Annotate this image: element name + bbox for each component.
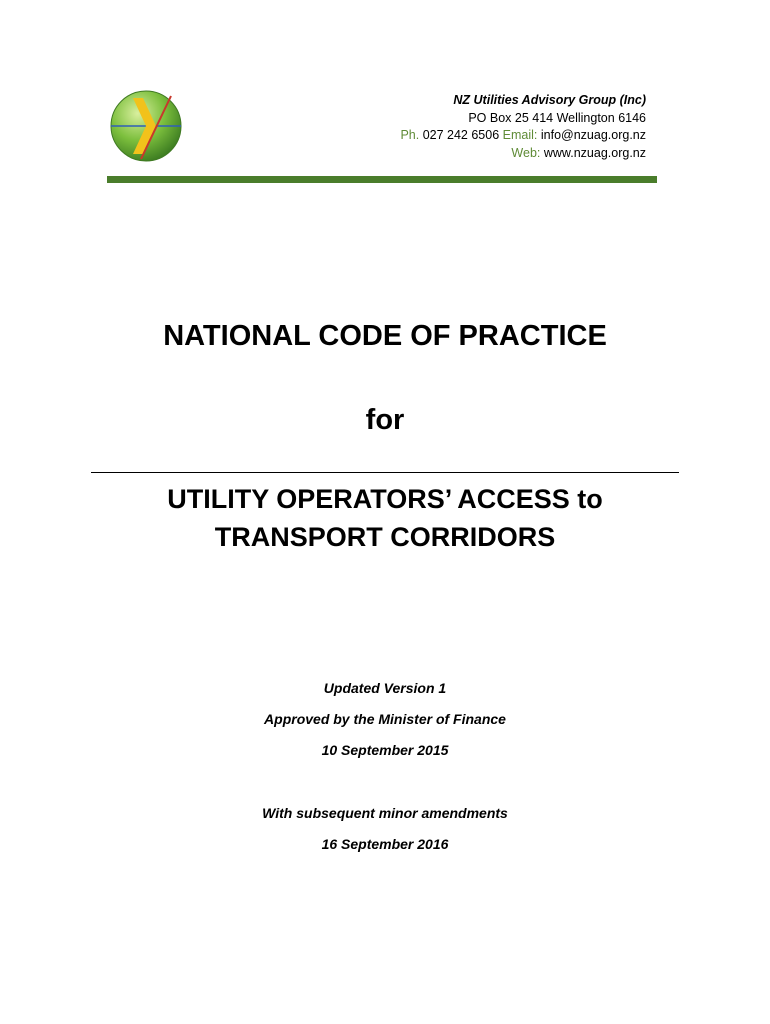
document-title: NATIONAL CODE OF PRACTICE [163,320,607,352]
subtitle-line-1: UTILITY OPERATORS’ ACCESS to [167,484,603,514]
header-divider [107,176,657,183]
org-contact-block [400,92,646,162]
nzuag-logo-icon [109,89,183,163]
title-for: for [365,404,405,436]
email-address: info@nzuag.org.nz [540,128,646,142]
approval-date: 10 September 2015 [321,742,449,758]
phone-number: 027 242 6506 [422,128,500,142]
web-address: www.nzuag.org.nz [543,145,646,160]
org-phone-email-line [400,127,646,145]
web-label: Web: [511,145,541,160]
phone-label: Ph. [400,128,420,142]
email-label: Email: [502,128,538,142]
version-text: Updated Version 1 [323,680,447,696]
title-divider [91,472,679,473]
org-name: NZ Utilities Advisory Group (Inc) [453,93,646,107]
amendments-text: With subsequent minor amendments [262,805,508,821]
amendments-date: 16 September 2016 [321,836,449,852]
approval-text: Approved by the Minister of Finance [264,711,506,727]
org-web-line [400,145,646,163]
subtitle-line-2: TRANSPORT CORRIDORS [214,522,556,552]
org-address: PO Box 25 414 Wellington 6146 [468,110,646,125]
document-subtitle [0,480,770,556]
